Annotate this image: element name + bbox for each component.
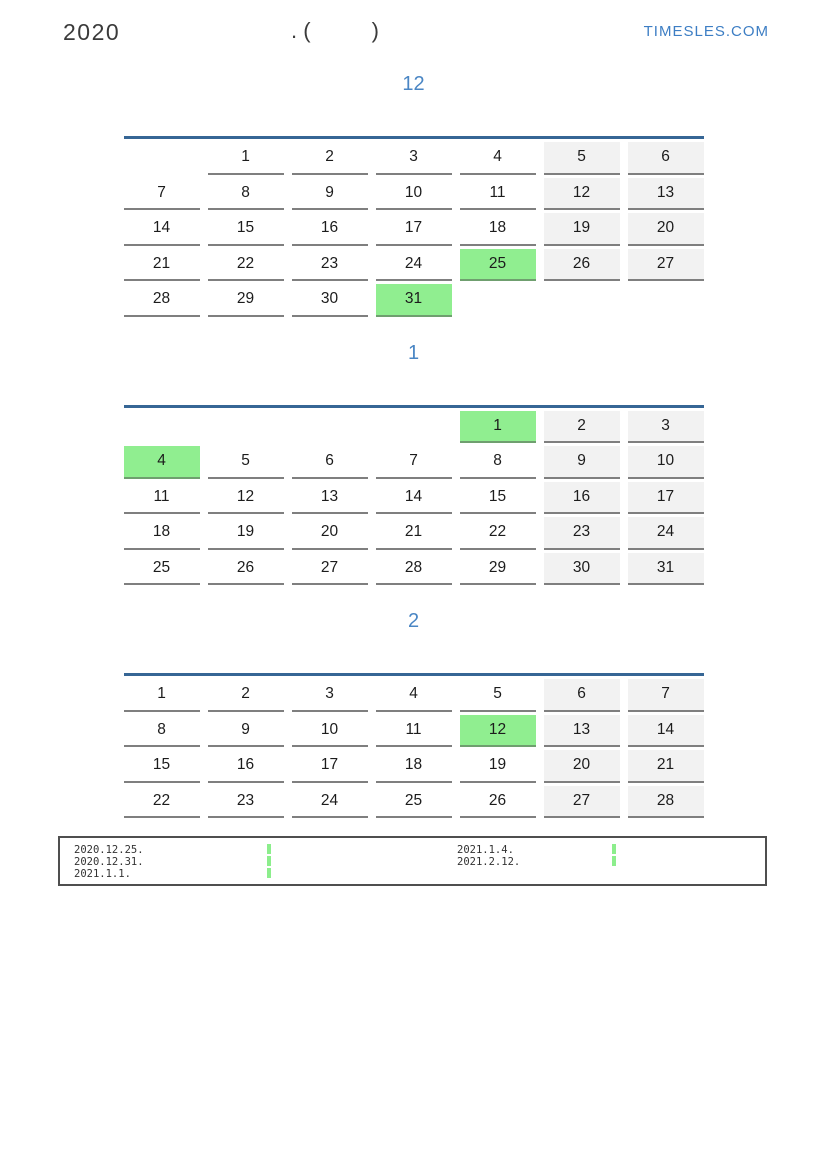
holiday-marker-bar — [612, 856, 616, 866]
day-cell: 21 — [376, 517, 452, 550]
day-cell: 14 — [376, 482, 452, 515]
legend-date: 2020.12.31. — [74, 856, 144, 868]
day-cell: 18 — [460, 213, 536, 246]
holiday-marker-bar — [267, 868, 271, 878]
empty-cell — [460, 284, 536, 317]
day-cell: 1 — [460, 411, 536, 444]
day-cell: 6 — [628, 142, 704, 175]
day-cell: 3 — [376, 142, 452, 175]
day-cell: 29 — [460, 553, 536, 586]
day-cell: 16 — [208, 750, 284, 783]
day-cell: 2 — [544, 411, 620, 444]
day-cell: 31 — [376, 284, 452, 317]
day-cell: 27 — [292, 553, 368, 586]
day-cell: 21 — [628, 750, 704, 783]
day-cell: 20 — [628, 213, 704, 246]
legend-group — [74, 843, 334, 879]
empty-cell — [292, 411, 368, 444]
day-cell: 24 — [292, 786, 368, 819]
day-cell: 13 — [544, 715, 620, 748]
day-cell: 12 — [544, 178, 620, 211]
day-cell: 30 — [292, 284, 368, 317]
day-cell: 12 — [208, 482, 284, 515]
day-cell: 5 — [460, 679, 536, 712]
empty-cell — [124, 411, 200, 444]
legend-row — [74, 843, 334, 855]
month-title: 12 — [402, 73, 425, 95]
month-block — [0, 610, 827, 818]
day-cell: 13 — [292, 482, 368, 515]
day-cell: 28 — [124, 284, 200, 317]
month-title: 2 — [407, 610, 420, 632]
day-cell: 29 — [208, 284, 284, 317]
day-cell: 13 — [628, 178, 704, 211]
timesles-logo-link[interactable]: TIMESLES.COM — [643, 23, 769, 40]
calendar-grid — [124, 405, 704, 586]
day-cell: 15 — [460, 482, 536, 515]
day-cell: 18 — [124, 517, 200, 550]
day-cell: 26 — [544, 249, 620, 282]
day-cell: 8 — [124, 715, 200, 748]
day-cell: 10 — [376, 178, 452, 211]
legend-date: 2021.2.12. — [457, 856, 521, 868]
holiday-marker-bar — [612, 844, 616, 854]
day-cell: 23 — [292, 249, 368, 282]
day-cell: 28 — [376, 553, 452, 586]
day-cell: 4 — [124, 446, 200, 479]
day-cell: 26 — [460, 786, 536, 819]
day-cell: 14 — [124, 213, 200, 246]
legend-date: 2021.1.1. — [74, 868, 131, 880]
legend-row — [74, 855, 334, 867]
day-cell: 22 — [124, 786, 200, 819]
day-cell: 27 — [628, 249, 704, 282]
legend-group — [457, 843, 717, 867]
day-cell: 8 — [208, 178, 284, 211]
holiday-marker-bar — [267, 844, 271, 854]
day-cell: 11 — [124, 482, 200, 515]
day-cell: 31 — [628, 553, 704, 586]
day-cell: 12 — [460, 715, 536, 748]
day-cell: 28 — [628, 786, 704, 819]
day-cell: 9 — [544, 446, 620, 479]
day-cell: 16 — [292, 213, 368, 246]
month-block — [0, 342, 827, 586]
legend-date: 2021.1.4. — [457, 844, 514, 856]
day-cell: 19 — [544, 213, 620, 246]
day-cell: 14 — [628, 715, 704, 748]
day-cell: 11 — [376, 715, 452, 748]
legend-row — [457, 843, 717, 855]
calendar-grid — [124, 673, 704, 818]
holiday-marker-bar — [267, 856, 271, 866]
month-block — [0, 73, 827, 317]
day-cell: 15 — [208, 213, 284, 246]
day-cell: 6 — [292, 446, 368, 479]
day-cell: 24 — [376, 249, 452, 282]
day-cell: 2 — [292, 142, 368, 175]
day-cell: 23 — [544, 517, 620, 550]
day-cell: 7 — [376, 446, 452, 479]
day-cell: 21 — [124, 249, 200, 282]
day-cell: 30 — [544, 553, 620, 586]
empty-cell — [376, 411, 452, 444]
empty-cell — [628, 284, 704, 317]
day-cell: 1 — [208, 142, 284, 175]
day-cell: 17 — [292, 750, 368, 783]
day-cell: 22 — [208, 249, 284, 282]
day-cell: 9 — [292, 178, 368, 211]
day-cell: 16 — [544, 482, 620, 515]
day-cell: 10 — [292, 715, 368, 748]
day-cell: 22 — [460, 517, 536, 550]
calendar-grid — [124, 136, 704, 317]
day-cell: 8 — [460, 446, 536, 479]
day-cell: 23 — [208, 786, 284, 819]
day-cell: 25 — [124, 553, 200, 586]
empty-cell — [124, 142, 200, 175]
day-cell: 15 — [124, 750, 200, 783]
day-cell: 7 — [124, 178, 200, 211]
day-cell: 9 — [208, 715, 284, 748]
day-cell: 18 — [376, 750, 452, 783]
legend-box — [58, 836, 767, 886]
day-cell: 6 — [544, 679, 620, 712]
day-cell: 17 — [376, 213, 452, 246]
day-cell: 5 — [208, 446, 284, 479]
day-cell: 24 — [628, 517, 704, 550]
page-title-year: 2020 — [63, 19, 121, 45]
day-cell: 7 — [628, 679, 704, 712]
day-cell: 20 — [292, 517, 368, 550]
legend-row — [457, 855, 717, 867]
day-cell: 26 — [208, 553, 284, 586]
day-cell: 27 — [544, 786, 620, 819]
empty-cell — [208, 411, 284, 444]
day-cell: 10 — [628, 446, 704, 479]
empty-cell — [544, 284, 620, 317]
day-cell: 3 — [292, 679, 368, 712]
legend-row — [74, 867, 334, 879]
day-cell: 4 — [376, 679, 452, 712]
day-cell: 25 — [376, 786, 452, 819]
day-cell: 17 — [628, 482, 704, 515]
month-title: 1 — [407, 341, 420, 364]
legend-date: 2020.12.25. — [74, 844, 144, 856]
day-cell: 20 — [544, 750, 620, 783]
page-title-suffix: . ( ) — [291, 18, 379, 43]
day-cell: 19 — [460, 750, 536, 783]
day-cell: 19 — [208, 517, 284, 550]
day-cell: 25 — [460, 249, 536, 282]
day-cell: 5 — [544, 142, 620, 175]
day-cell: 11 — [460, 178, 536, 211]
day-cell: 3 — [628, 411, 704, 444]
day-cell: 1 — [124, 679, 200, 712]
day-cell: 4 — [460, 142, 536, 175]
day-cell: 2 — [208, 679, 284, 712]
